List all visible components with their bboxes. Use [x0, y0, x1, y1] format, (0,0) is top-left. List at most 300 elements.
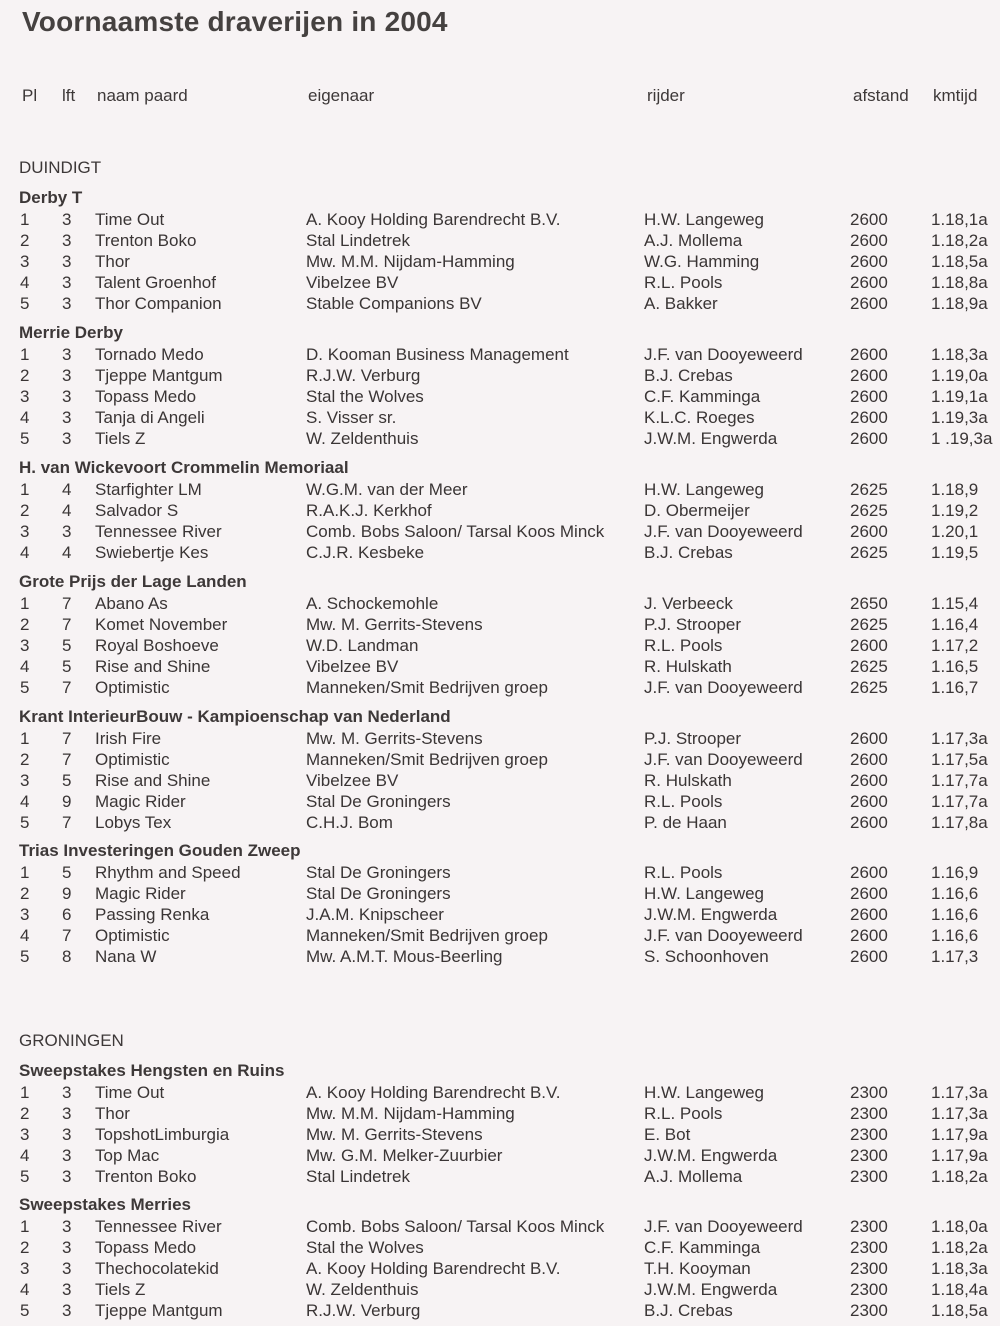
result-cell-afs: 2600 — [850, 729, 888, 748]
column-header-pl: Pl — [22, 86, 38, 105]
result-cell-pl: 3 — [20, 1259, 30, 1279]
result-cell-pl: 1 — [20, 1083, 30, 1102]
result-cell-eig: R.J.W. Verburg — [306, 366, 421, 386]
result-cell-eig: S. Visser sr. — [306, 408, 397, 428]
result-cell-lft: 5 — [62, 771, 72, 791]
result-cell-km: 1.18,1a — [931, 210, 988, 229]
result-cell-eig: Stal the Wolves — [306, 387, 424, 407]
result-row — [0, 1083, 1000, 1104]
result-cell-eig: Mw. M. Gerrits-Stevens — [306, 615, 483, 635]
result-cell-afs: 2625 — [850, 678, 888, 698]
race-heading: H. van Wickevoort Crommelin Memoriaal — [19, 458, 349, 477]
result-cell-km: 1.19,1a — [931, 387, 988, 407]
result-cell-naam: Royal Boshoeve — [95, 636, 219, 656]
result-row — [0, 345, 1000, 366]
column-header-lft: lft — [62, 86, 76, 105]
result-row — [0, 905, 1000, 926]
result-cell-rij: R.L. Pools — [644, 1104, 723, 1124]
result-cell-rij: H.W. Langeweg — [644, 480, 765, 499]
result-cell-rij: R.L. Pools — [644, 273, 723, 293]
result-cell-pl: 2 — [20, 750, 30, 770]
result-cell-km: 1.18,2a — [931, 1167, 988, 1187]
result-cell-rij: W.G. Hamming — [644, 252, 760, 272]
result-row — [0, 926, 1000, 947]
result-cell-lft: 5 — [62, 636, 72, 656]
result-cell-km: 1.18,9a — [931, 294, 988, 314]
result-cell-rij: J.W.M. Engwerda — [644, 905, 778, 925]
result-cell-afs: 2600 — [850, 750, 888, 770]
result-cell-km: 1.18,8a — [931, 273, 988, 293]
result-cell-naam: Irish Fire — [95, 729, 162, 748]
result-cell-rij: B.J. Crebas — [644, 366, 733, 386]
result-cell-km: 1.16,6 — [931, 905, 979, 925]
result-row — [0, 387, 1000, 408]
result-cell-lft: 7 — [62, 813, 72, 833]
result-cell-naam: Magic Rider — [95, 884, 186, 904]
result-cell-lft: 5 — [62, 863, 72, 882]
result-cell-rij: B.J. Crebas — [644, 1301, 733, 1321]
result-cell-lft: 4 — [62, 480, 72, 499]
result-cell-rij: A. Bakker — [644, 294, 718, 314]
result-cell-km: 1.17,5a — [931, 750, 988, 770]
result-cell-eig: A. Kooy Holding Barendrecht B.V. — [306, 1259, 561, 1279]
result-cell-lft: 3 — [62, 1301, 72, 1321]
result-cell-lft: 3 — [62, 429, 72, 449]
result-cell-pl: 4 — [20, 926, 30, 946]
result-cell-eig: C.J.R. Kesbeke — [306, 543, 425, 563]
result-cell-km: 1.18,4a — [931, 1280, 988, 1300]
result-cell-naam: Top Mac — [95, 1146, 160, 1166]
result-cell-afs: 2600 — [850, 771, 888, 791]
result-cell-lft: 5 — [62, 657, 72, 677]
result-cell-rij: R.L. Pools — [644, 792, 723, 812]
result-cell-naam: Starfighter LM — [95, 480, 202, 499]
result-cell-rij: R. Hulskath — [644, 771, 732, 791]
result-cell-rij: J.F. van Dooyeweerd — [644, 345, 803, 364]
result-cell-afs: 2600 — [850, 522, 888, 542]
result-cell-afs: 2600 — [850, 792, 888, 812]
result-cell-pl: 1 — [20, 594, 30, 613]
result-cell-rij: C.F. Kamminga — [644, 387, 761, 407]
result-cell-pl: 3 — [20, 905, 30, 925]
result-cell-km: 1.18,2a — [931, 231, 988, 251]
result-cell-rij: P.J. Strooper — [644, 729, 742, 748]
race-heading: Grote Prijs der Lage Landen — [19, 572, 247, 591]
result-cell-rij: H.W. Langeweg — [644, 1083, 765, 1102]
result-cell-rij: C.F. Kamminga — [644, 1238, 761, 1258]
result-cell-lft: 3 — [62, 345, 72, 364]
race-heading: Krant InterieurBouw - Kampioenschap van Nederland — [19, 707, 451, 726]
result-cell-naam: Rise and Shine — [95, 657, 211, 677]
result-cell-km: 1.18,3a — [931, 1259, 988, 1279]
result-cell-rij: K.L.C. Roeges — [644, 408, 755, 428]
result-cell-afs: 2600 — [850, 387, 888, 407]
result-row — [0, 863, 1000, 884]
result-cell-afs: 2625 — [850, 501, 888, 521]
result-cell-naam: Komet November — [95, 615, 228, 635]
result-cell-rij: T.H. Kooyman — [644, 1259, 751, 1279]
result-row — [0, 252, 1000, 273]
race-heading: Trias Investeringen Gouden Zweep — [19, 841, 301, 860]
result-cell-afs: 2600 — [850, 366, 888, 386]
result-cell-eig: Vibelzee BV — [306, 657, 399, 677]
result-cell-naam: Lobys Tex — [95, 813, 172, 833]
result-cell-pl: 1 — [20, 1217, 30, 1236]
result-cell-rij: B.J. Crebas — [644, 543, 733, 563]
result-cell-eig: A. Schockemohle — [306, 594, 439, 613]
result-cell-km: 1.19,5 — [931, 543, 979, 563]
result-row — [0, 273, 1000, 294]
result-cell-afs: 2600 — [850, 947, 888, 967]
result-cell-naam: Tanja di Angeli — [95, 408, 205, 428]
result-cell-eig: Stal De Groningers — [306, 884, 451, 904]
result-cell-rij: J.F. van Dooyeweerd — [644, 926, 803, 946]
result-cell-pl: 4 — [20, 408, 30, 428]
result-row — [0, 1146, 1000, 1167]
result-cell-naam: Tennessee River — [95, 522, 222, 542]
result-cell-naam: Topass Medo — [95, 1238, 197, 1258]
result-cell-lft: 7 — [62, 729, 72, 748]
result-row — [0, 231, 1000, 252]
result-row — [0, 594, 1000, 615]
result-cell-lft: 3 — [62, 1280, 72, 1300]
result-row — [0, 771, 1000, 792]
result-cell-pl: 2 — [20, 501, 30, 521]
result-cell-afs: 2600 — [850, 408, 888, 428]
result-cell-lft: 3 — [62, 273, 72, 293]
result-cell-lft: 3 — [62, 1167, 72, 1187]
result-cell-km: 1.17,8a — [931, 813, 988, 833]
result-cell-naam: Thor Companion — [95, 294, 222, 314]
result-cell-eig: Manneken/Smit Bedrijven groep — [306, 678, 548, 698]
result-cell-eig: Manneken/Smit Bedrijven groep — [306, 926, 548, 946]
result-cell-eig: Vibelzee BV — [306, 771, 399, 791]
result-cell-eig: D. Kooman Business Management — [306, 345, 569, 364]
result-row — [0, 1125, 1000, 1146]
column-header-kmtijd: kmtijd — [933, 86, 978, 105]
result-cell-km: 1.16,9 — [931, 863, 979, 882]
result-cell-eig: Comb. Bobs Saloon/ Tarsal Koos Minck — [306, 1217, 605, 1236]
race-heading: Merrie Derby — [19, 323, 123, 342]
result-row — [0, 480, 1000, 501]
result-cell-lft: 4 — [62, 501, 72, 521]
result-cell-km: 1.18,3a — [931, 345, 988, 364]
result-cell-rij: A.J. Mollema — [644, 1167, 743, 1187]
result-cell-rij: H.W. Langeweg — [644, 884, 765, 904]
result-cell-km: 1.17,9a — [931, 1125, 988, 1145]
result-cell-rij: J.W.M. Engwerda — [644, 1146, 778, 1166]
result-cell-afs: 2300 — [850, 1238, 888, 1258]
result-cell-lft: 3 — [62, 522, 72, 542]
venue-heading: DUINDIGT — [19, 158, 102, 177]
result-cell-lft: 3 — [62, 1146, 72, 1166]
result-cell-rij: R.L. Pools — [644, 863, 723, 882]
result-cell-naam: Magic Rider — [95, 792, 186, 812]
result-cell-rij: D. Obermeijer — [644, 501, 750, 521]
result-cell-afs: 2300 — [850, 1146, 888, 1166]
result-cell-naam: Optimistic — [95, 750, 170, 770]
result-cell-pl: 4 — [20, 273, 30, 293]
result-cell-lft: 7 — [62, 926, 72, 946]
result-cell-eig: Stal De Groningers — [306, 792, 451, 812]
result-cell-lft: 3 — [62, 1083, 72, 1102]
result-row — [0, 792, 1000, 813]
result-row — [0, 1104, 1000, 1125]
result-cell-naam: Rhythm and Speed — [95, 863, 241, 882]
race-heading: Derby T — [19, 188, 83, 207]
result-cell-naam: Tennessee River — [95, 1217, 222, 1236]
result-cell-pl: 5 — [20, 947, 30, 967]
result-cell-afs: 2600 — [850, 345, 888, 364]
result-cell-afs: 2600 — [850, 252, 888, 272]
race-heading: Sweepstakes Merries — [19, 1195, 191, 1214]
result-cell-eig: Mw. M.M. Nijdam-Hamming — [306, 252, 515, 272]
result-cell-lft: 3 — [62, 1217, 72, 1236]
result-cell-afs: 2600 — [850, 231, 888, 251]
result-cell-rij: J.F. van Dooyeweerd — [644, 522, 803, 542]
result-cell-pl: 5 — [20, 1301, 30, 1321]
result-cell-km: 1.17,7a — [931, 771, 988, 791]
result-cell-pl: 4 — [20, 792, 30, 812]
result-cell-lft: 3 — [62, 1125, 72, 1145]
result-cell-km: 1.18,9 — [931, 480, 979, 499]
result-cell-km: 1.16,5 — [931, 657, 979, 677]
result-row — [0, 1238, 1000, 1259]
result-row — [0, 1217, 1000, 1238]
result-row — [0, 813, 1000, 834]
result-cell-rij: J.W.M. Engwerda — [644, 1280, 778, 1300]
result-cell-afs: 2600 — [850, 429, 888, 449]
result-row — [0, 678, 1000, 699]
result-row — [0, 750, 1000, 771]
result-cell-naam: Tornado Medo — [95, 345, 204, 364]
result-cell-km: 1.20,1 — [931, 522, 979, 542]
result-row — [0, 1280, 1000, 1301]
result-cell-afs: 2300 — [850, 1083, 888, 1102]
result-cell-afs: 2625 — [850, 657, 888, 677]
result-cell-km: 1.17,3a — [931, 1083, 988, 1102]
result-cell-pl: 3 — [20, 522, 30, 542]
result-cell-pl: 1 — [20, 863, 30, 882]
result-cell-rij: J.F. van Dooyeweerd — [644, 750, 803, 770]
result-cell-afs: 2625 — [850, 480, 888, 499]
result-cell-rij: J.F. van Dooyeweerd — [644, 1217, 803, 1236]
result-cell-km: 1.17,2 — [931, 636, 979, 656]
result-cell-lft: 6 — [62, 905, 72, 925]
result-cell-rij: P. de Haan — [644, 813, 727, 833]
result-cell-naam: Talent Groenhof — [95, 273, 216, 293]
result-cell-eig: Stal De Groningers — [306, 863, 451, 882]
result-cell-pl: 2 — [20, 231, 30, 251]
result-row — [0, 501, 1000, 522]
result-cell-eig: A. Kooy Holding Barendrecht B.V. — [306, 210, 561, 229]
result-cell-afs: 2650 — [850, 594, 888, 613]
result-cell-km: 1.19,3a — [931, 408, 988, 428]
result-cell-pl: 3 — [20, 387, 30, 407]
result-cell-lft: 3 — [62, 294, 72, 314]
result-cell-eig: W. Zeldenthuis — [306, 1280, 419, 1300]
result-cell-afs: 2300 — [850, 1167, 888, 1187]
result-cell-eig: W. Zeldenthuis — [306, 429, 419, 449]
result-cell-rij: A.J. Mollema — [644, 231, 743, 251]
result-cell-rij: R.L. Pools — [644, 636, 723, 656]
result-cell-naam: Tiels Z — [95, 1280, 146, 1300]
result-cell-pl: 4 — [20, 543, 30, 563]
result-cell-pl: 4 — [20, 1280, 30, 1300]
result-cell-lft: 7 — [62, 594, 72, 613]
result-cell-km: 1.15,4 — [931, 594, 979, 613]
result-cell-km: 1.17,9a — [931, 1146, 988, 1166]
result-cell-km: 1 .19,3a — [931, 429, 993, 449]
result-cell-naam: Optimistic — [95, 926, 170, 946]
result-cell-km: 1.16,7 — [931, 678, 979, 698]
result-cell-lft: 3 — [62, 252, 72, 272]
result-cell-eig: W.G.M. van der Meer — [306, 480, 468, 499]
result-cell-afs: 2600 — [850, 813, 888, 833]
result-cell-eig: Stal Lindetrek — [306, 231, 410, 251]
result-cell-rij: E. Bot — [644, 1125, 691, 1145]
result-cell-naam: Trenton Boko — [95, 231, 197, 251]
result-cell-naam: Abano As — [95, 594, 168, 613]
result-cell-afs: 2625 — [850, 615, 888, 635]
result-cell-lft: 7 — [62, 750, 72, 770]
result-cell-afs: 2600 — [850, 884, 888, 904]
result-row — [0, 429, 1000, 450]
result-cell-km: 1.16,6 — [931, 884, 979, 904]
result-row — [0, 1167, 1000, 1188]
result-cell-km: 1.19,0a — [931, 366, 988, 386]
result-cell-km: 1.17,7a — [931, 792, 988, 812]
result-cell-km: 1.17,3a — [931, 729, 988, 748]
result-row — [0, 1259, 1000, 1280]
result-cell-afs: 2625 — [850, 543, 888, 563]
result-cell-lft: 3 — [62, 231, 72, 251]
result-cell-km: 1.18,5a — [931, 1301, 988, 1321]
result-cell-naam: Salvador S — [95, 501, 179, 521]
result-row — [0, 884, 1000, 905]
result-cell-rij: J. Verbeeck — [644, 594, 733, 613]
result-cell-eig: Stable Companions BV — [306, 294, 482, 314]
result-cell-afs: 2300 — [850, 1217, 888, 1236]
result-cell-naam: Topass Medo — [95, 387, 197, 407]
result-cell-pl: 3 — [20, 636, 30, 656]
result-row — [0, 729, 1000, 750]
column-header-afstand: afstand — [853, 86, 909, 105]
result-cell-naam: Thor — [95, 1104, 130, 1124]
result-cell-rij: J.F. van Dooyeweerd — [644, 678, 803, 698]
result-cell-lft: 3 — [62, 1238, 72, 1258]
result-cell-afs: 2600 — [850, 905, 888, 925]
result-cell-eig: Comb. Bobs Saloon/ Tarsal Koos Minck — [306, 522, 605, 542]
result-cell-rij: H.W. Langeweg — [644, 210, 765, 229]
result-cell-pl: 5 — [20, 429, 30, 449]
result-cell-pl: 5 — [20, 678, 30, 698]
result-cell-naam: Trenton Boko — [95, 1167, 197, 1187]
result-row — [0, 636, 1000, 657]
result-cell-eig: Stal the Wolves — [306, 1238, 424, 1258]
result-row — [0, 615, 1000, 636]
result-cell-naam: Passing Renka — [95, 905, 210, 925]
result-cell-naam: TopshotLimburgia — [95, 1125, 230, 1145]
column-header-eigenaar: eigenaar — [308, 86, 375, 105]
result-cell-eig: Mw. A.M.T. Mous-Beerling — [306, 947, 503, 967]
result-cell-lft: 7 — [62, 678, 72, 698]
result-cell-pl: 2 — [20, 884, 30, 904]
result-row — [0, 210, 1000, 231]
race-heading: Sweepstakes Hengsten en Ruins — [19, 1061, 285, 1080]
result-cell-pl: 1 — [20, 210, 30, 229]
column-header-rijder: rijder — [647, 86, 685, 105]
result-cell-eig: C.H.J. Bom — [306, 813, 393, 833]
result-cell-pl: 1 — [20, 729, 30, 748]
result-row — [0, 947, 1000, 968]
result-cell-pl: 2 — [20, 366, 30, 386]
result-cell-eig: J.A.M. Knipscheer — [306, 905, 444, 925]
result-cell-naam: Tjeppe Mantgum — [95, 366, 223, 386]
result-cell-lft: 3 — [62, 210, 72, 229]
result-cell-pl: 2 — [20, 1104, 30, 1124]
result-cell-afs: 2600 — [850, 636, 888, 656]
result-cell-lft: 3 — [62, 1259, 72, 1279]
result-cell-lft: 4 — [62, 543, 72, 563]
result-cell-afs: 2600 — [850, 294, 888, 314]
result-cell-afs: 2600 — [850, 863, 888, 882]
result-cell-km: 1.18,0a — [931, 1217, 988, 1236]
result-cell-naam: Nana W — [95, 947, 157, 967]
result-cell-eig: Vibelzee BV — [306, 273, 399, 293]
result-cell-afs: 2600 — [850, 926, 888, 946]
venue-heading: GRONINGEN — [19, 1031, 124, 1050]
result-cell-naam: Time Out — [95, 1083, 165, 1102]
result-cell-rij: P.J. Strooper — [644, 615, 742, 635]
result-cell-eig: Manneken/Smit Bedrijven groep — [306, 750, 548, 770]
result-cell-afs: 2300 — [850, 1104, 888, 1124]
result-cell-km: 1.19,2 — [931, 501, 979, 521]
result-cell-km: 1.16,6 — [931, 926, 979, 946]
result-cell-pl: 4 — [20, 1146, 30, 1166]
result-cell-afs: 2300 — [850, 1125, 888, 1145]
result-cell-lft: 7 — [62, 615, 72, 635]
result-cell-km: 1.17,3 — [931, 947, 979, 967]
result-cell-pl: 3 — [20, 1125, 30, 1145]
column-header-naam: naam paard — [97, 86, 188, 105]
result-cell-pl: 2 — [20, 1238, 30, 1258]
result-cell-afs: 2300 — [850, 1301, 888, 1321]
result-cell-lft: 9 — [62, 884, 72, 904]
result-cell-pl: 4 — [20, 657, 30, 677]
result-cell-pl: 3 — [20, 771, 30, 791]
result-cell-afs: 2300 — [850, 1259, 888, 1279]
result-cell-eig: A. Kooy Holding Barendrecht B.V. — [306, 1083, 561, 1102]
result-cell-km: 1.17,3a — [931, 1104, 988, 1124]
result-cell-lft: 3 — [62, 1104, 72, 1124]
result-cell-eig: Mw. G.M. Melker-Zuurbier — [306, 1146, 503, 1166]
result-cell-eig: W.D. Landman — [306, 636, 419, 656]
result-cell-pl: 5 — [20, 813, 30, 833]
result-cell-naam: Tjeppe Mantgum — [95, 1301, 223, 1321]
result-cell-pl: 1 — [20, 345, 30, 364]
result-cell-naam: Time Out — [95, 210, 165, 229]
result-cell-km: 1.16,4 — [931, 615, 979, 635]
result-cell-rij: S. Schoonhoven — [644, 947, 769, 967]
result-row — [0, 543, 1000, 564]
result-cell-naam: Tiels Z — [95, 429, 146, 449]
result-cell-pl: 1 — [20, 480, 30, 499]
result-cell-afs: 2300 — [850, 1280, 888, 1300]
result-row — [0, 294, 1000, 315]
result-cell-rij: R. Hulskath — [644, 657, 732, 677]
result-row — [0, 366, 1000, 387]
